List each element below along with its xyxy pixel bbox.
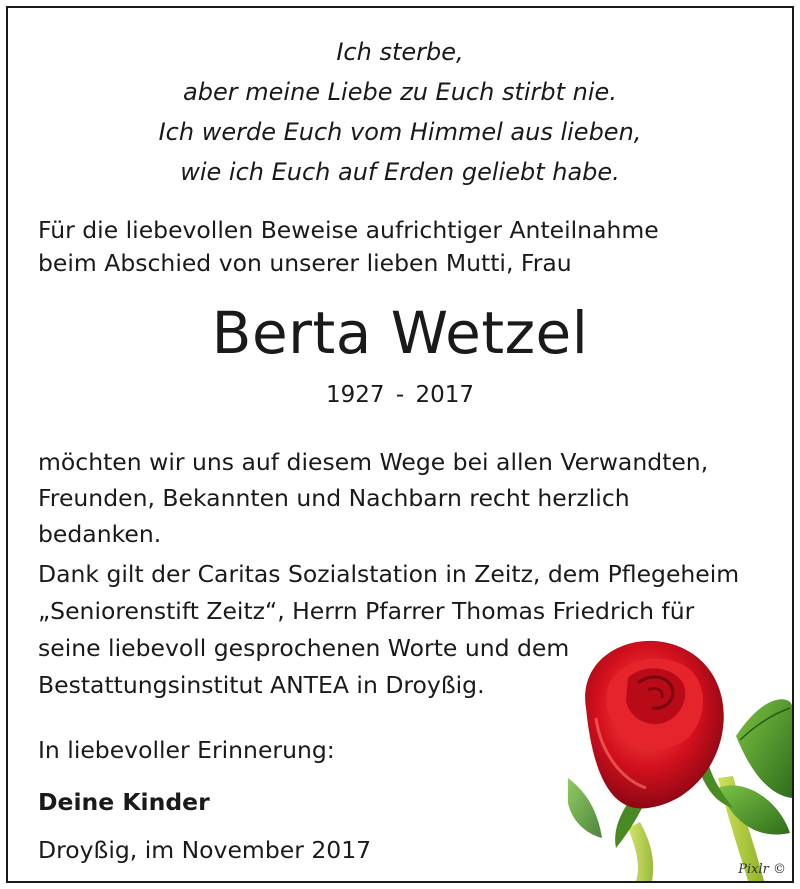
thanks-line: möchten wir uns auf diesem Wege bei allen Verwandten, <box>38 448 709 476</box>
dank-line: Bestattungsinstitut ANTEA in Droyßig. <box>38 671 485 699</box>
leaf <box>568 778 602 838</box>
thanks-paragraph <box>38 444 708 552</box>
intro-line: Für die liebevollen Beweise aufrichtiger Anteilnahme <box>38 216 659 244</box>
dank-line: Dank gilt der Caritas Sozialstation in Zeitz, dem Pflegeheim <box>38 560 740 588</box>
poem-line: Ich sterbe, <box>336 38 464 66</box>
poem-line: wie ich Euch auf Erden geliebt habe. <box>180 158 620 186</box>
memorial-poem <box>8 32 792 192</box>
deceased-name: Berta Wetzel <box>211 299 589 367</box>
intro-text <box>38 214 659 280</box>
thanks-line: Freunden, Bekannten und Nachbarn recht herzlich <box>38 484 630 512</box>
intro-line: beim Abschied von unserer lieben Mutti, Frau <box>38 249 572 277</box>
poem-line: aber meine Liebe zu Euch stirbt nie. <box>183 78 617 106</box>
poem-line: Ich werde Euch vom Himmel aus lieben, <box>158 118 642 146</box>
leaf <box>736 699 792 798</box>
closing-phrase: In liebevoller Erinnerung: <box>38 736 335 764</box>
rose-illustration <box>568 628 792 881</box>
signature: Deine Kinder <box>38 788 210 816</box>
obituary-notice <box>6 6 794 883</box>
place-date: Droyßig, im November 2017 <box>38 836 372 864</box>
rose-stem <box>628 822 653 881</box>
dank-line: „Seniorenstift Zeitz“, Herrn Pfarrer Thomas Friedrich für <box>38 597 695 625</box>
image-credit: Pixlr © <box>738 862 786 877</box>
dank-line: seine liebevoll gesprochenen Worte und dem <box>38 634 570 662</box>
thanks-line: bedanken. <box>38 520 162 548</box>
life-years: 1927 - 2017 <box>326 382 474 408</box>
